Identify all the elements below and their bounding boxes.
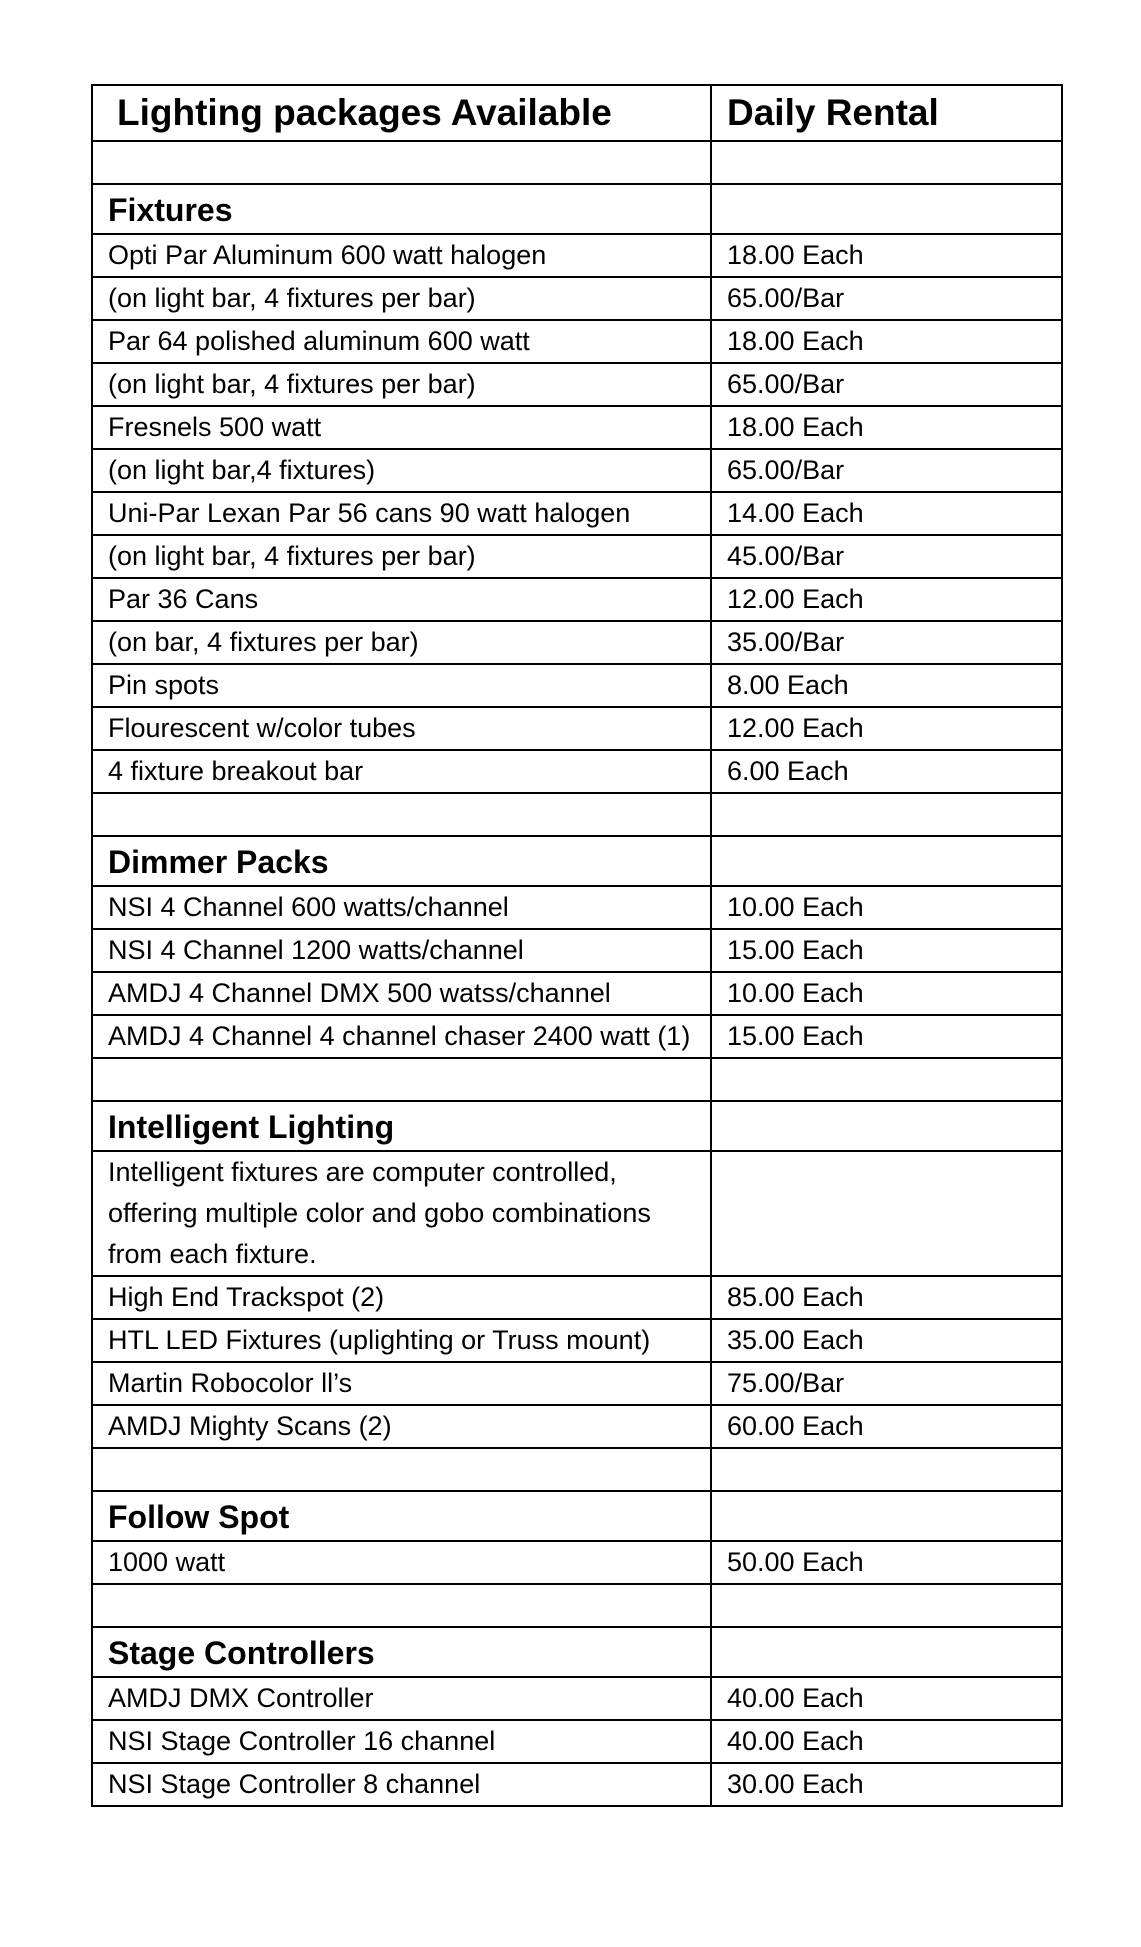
header-price-column: Daily Rental — [711, 85, 1062, 141]
item-price: 65.00/Bar — [711, 449, 1062, 492]
table-row — [92, 234, 1062, 277]
item-price: 40.00 Each — [711, 1677, 1062, 1720]
item-price: 65.00/Bar — [711, 363, 1062, 406]
table-row — [92, 664, 1062, 707]
item-name: NSI Stage Controller 8 channel — [92, 1763, 711, 1806]
section-header-dimmer-packs — [92, 836, 1062, 886]
item-name: Pin spots — [92, 664, 711, 707]
item-name: Uni-Par Lexan Par 56 cans 90 watt halogen — [92, 492, 711, 535]
item-price: 10.00 Each — [711, 886, 1062, 929]
item-name: AMDJ 4 Channel DMX 500 watss/channel — [92, 972, 711, 1015]
table-row — [92, 972, 1062, 1015]
item-name: NSI 4 Channel 1200 watts/channel — [92, 929, 711, 972]
item-name: NSI 4 Channel 600 watts/channel — [92, 886, 711, 929]
item-name: High End Trackspot (2) — [92, 1276, 711, 1319]
table-row — [92, 320, 1062, 363]
item-name: HTL LED Fixtures (uplighting or Truss mount) — [92, 1319, 711, 1362]
table-row — [92, 1362, 1062, 1405]
item-price: 35.00/Bar — [711, 621, 1062, 664]
item-price: 18.00 Each — [711, 406, 1062, 449]
table-row — [92, 1677, 1062, 1720]
section-title: Fixtures — [92, 184, 711, 234]
item-name: Flourescent w/color tubes — [92, 707, 711, 750]
section-title: Dimmer Packs — [92, 836, 711, 886]
item-name: Fresnels 500 watt — [92, 406, 711, 449]
item-price: 15.00 Each — [711, 1015, 1062, 1058]
table-row — [92, 886, 1062, 929]
table-row — [92, 535, 1062, 578]
item-price: 30.00 Each — [711, 1763, 1062, 1806]
item-price: 8.00 Each — [711, 664, 1062, 707]
item-price: 40.00 Each — [711, 1720, 1062, 1763]
item-name: (on light bar, 4 fixtures per bar) — [92, 363, 711, 406]
item-price: 18.00 Each — [711, 234, 1062, 277]
item-price: 6.00 Each — [711, 750, 1062, 793]
item-name: (on light bar, 4 fixtures per bar) — [92, 277, 711, 320]
section-header-stage-controllers — [92, 1627, 1062, 1677]
table-header-row — [92, 85, 1062, 141]
table-row — [92, 1151, 1062, 1276]
item-price: 50.00 Each — [711, 1541, 1062, 1584]
item-price: 85.00 Each — [711, 1276, 1062, 1319]
item-price: 10.00 Each — [711, 972, 1062, 1015]
item-price: 75.00/Bar — [711, 1362, 1062, 1405]
table-row — [92, 1541, 1062, 1584]
table-row — [92, 707, 1062, 750]
item-name: AMDJ 4 Channel 4 channel chaser 2400 watt (1) — [92, 1015, 711, 1058]
header-item-column: Lighting packages Available — [92, 85, 711, 141]
item-price: 60.00 Each — [711, 1405, 1062, 1448]
table-row — [92, 929, 1062, 972]
table-row — [92, 1720, 1062, 1763]
item-price: 12.00 Each — [711, 578, 1062, 621]
table-row — [92, 1763, 1062, 1806]
table-row — [92, 1405, 1062, 1448]
item-price: 14.00 Each — [711, 492, 1062, 535]
item-price: 65.00/Bar — [711, 277, 1062, 320]
item-name: Martin Robocolor ll’s — [92, 1362, 711, 1405]
item-name: (on bar, 4 fixtures per bar) — [92, 621, 711, 664]
table-row — [92, 492, 1062, 535]
section-header-intelligent-lighting — [92, 1101, 1062, 1151]
table-row — [92, 449, 1062, 492]
table-row — [92, 363, 1062, 406]
lighting-rental-table — [91, 84, 1063, 1807]
item-price — [711, 1151, 1062, 1276]
section-title: Follow Spot — [92, 1491, 711, 1541]
table-row — [92, 750, 1062, 793]
table-row — [92, 406, 1062, 449]
table-row — [92, 1319, 1062, 1362]
item-price: 12.00 Each — [711, 707, 1062, 750]
item-name: NSI Stage Controller 16 channel — [92, 1720, 711, 1763]
table-row — [92, 578, 1062, 621]
item-name: (on light bar,4 fixtures) — [92, 449, 711, 492]
item-name: Opti Par Aluminum 600 watt halogen — [92, 234, 711, 277]
table-row — [92, 621, 1062, 664]
spacer-row — [92, 1584, 1062, 1627]
item-price: 35.00 Each — [711, 1319, 1062, 1362]
item-name: AMDJ Mighty Scans (2) — [92, 1405, 711, 1448]
section-header-follow-spot — [92, 1491, 1062, 1541]
section-description: Intelligent fixtures are computer controlled, offering multiple color and gobo combinations from each fixture. — [92, 1151, 711, 1276]
section-title: Stage Controllers — [92, 1627, 711, 1677]
spacer-row — [92, 1448, 1062, 1491]
item-name: 4 fixture breakout bar — [92, 750, 711, 793]
spacer-row — [92, 1058, 1062, 1101]
item-name: Par 64 polished aluminum 600 watt — [92, 320, 711, 363]
item-name: (on light bar, 4 fixtures per bar) — [92, 535, 711, 578]
item-name: 1000 watt — [92, 1541, 711, 1584]
item-name: Par 36 Cans — [92, 578, 711, 621]
table-row — [92, 277, 1062, 320]
item-price: 18.00 Each — [711, 320, 1062, 363]
spacer-row — [92, 141, 1062, 184]
item-price: 15.00 Each — [711, 929, 1062, 972]
item-name: AMDJ DMX Controller — [92, 1677, 711, 1720]
spacer-row — [92, 793, 1062, 836]
item-price: 45.00/Bar — [711, 535, 1062, 578]
section-header-fixtures — [92, 184, 1062, 234]
section-title: Intelligent Lighting — [92, 1101, 711, 1151]
table-row — [92, 1276, 1062, 1319]
table-row — [92, 1015, 1062, 1058]
